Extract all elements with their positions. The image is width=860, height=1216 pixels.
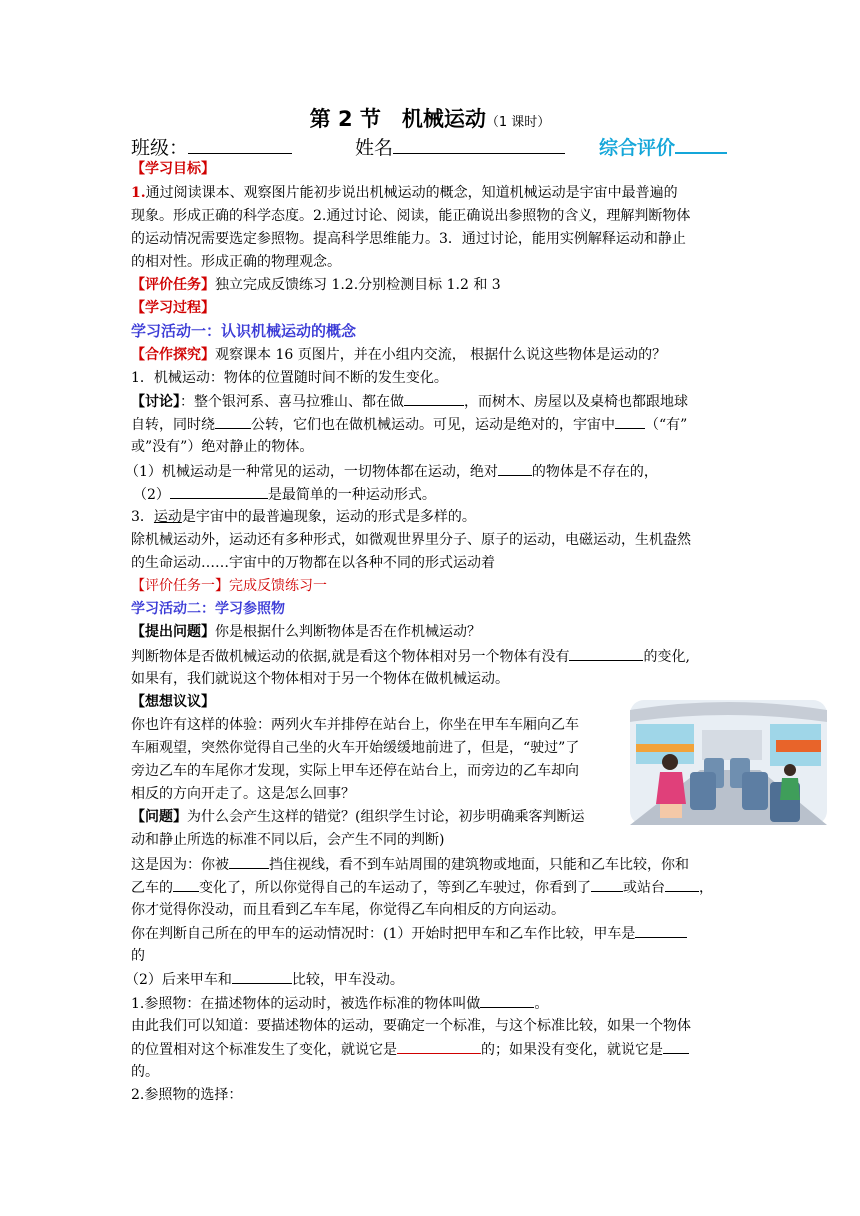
question-text-1: 为什么会产生这样的错觉？(组织学生讨论，初步明确乘客判断运 [187,809,585,825]
coop-line [131,344,666,367]
eval-task-text: 独立完成反馈练习 1.2.分别检测目标 1.2 和 3 [215,277,501,293]
discussion-text-2b: 公转，它们也在做机械运动。可见，运动是绝对的，宇宙中 [251,417,615,433]
judge-text-b: 的变化, [643,649,690,665]
name-label: 姓名 [355,137,394,159]
train-interior-illustration-icon [630,700,827,825]
question-line-2: 动和静止所选的标准不同以后，会产生不同的判断) [131,832,445,848]
point-2-text-b: 是最简单的一种运动形式。 [267,487,436,503]
blank-orbit[interactable] [215,413,251,429]
reason-line-1 [131,853,689,877]
goal-line-4: 的相对性。形成正确的物理观念。 [131,254,341,270]
reason-text-2c: 或站台 [623,880,665,896]
class-field[interactable] [131,133,292,160]
process-heading: 【学习过程】 [131,300,215,316]
point-4-line: 除机械运动外，运动还有多种形式，如微观世界里分子、原子的运动，电磁运动，生机盎然 [131,532,691,548]
reason-text-2d: ， [699,880,713,896]
know-line-1: 由此我们可以知道：要描述物体的运动，要确定一个标准，与这个标准比较，如果一个物体 [131,1018,691,1034]
point-3-underlined: 运动 [153,509,182,525]
state-text-3a: （2）后来甲车和 [125,972,232,988]
eval-label: 综合评价 [599,137,676,159]
blank-exists[interactable] [615,413,645,429]
definition-line: 1．机械运动：物体的位置随时间不断的发生变化。 [131,370,448,386]
discussion-line-2 [131,413,687,437]
blank-motion[interactable] [404,390,464,406]
judge-line-1 [131,645,690,669]
state-line-1 [131,922,687,946]
discussion-line-1 [131,390,688,414]
blank-simplest[interactable] [170,483,268,499]
title-sub: （1 课时） [485,115,551,130]
think-line-3: 旁边乙车的车尾你才发现，实际上甲车还停在站台上，而旁边的乙车却向 [131,763,579,779]
discussion-text-1a: ：整个银河系、喜马拉雅山、都在做 [180,394,404,410]
point-2-text-a: （2） [133,487,170,503]
name-field[interactable] [355,133,565,160]
goals-heading: 【学习目标】 [131,161,215,177]
state-text-1a: 你在判断自己所在的甲车的运动情况时：(1）开始时把甲车和乙车作比较，甲车是 [131,926,636,942]
state-text-3b: 比较，甲车没动。 [291,972,404,988]
state-line-3 [125,968,404,992]
discussion-heading: 【讨论】 [131,394,180,410]
blank-reference[interactable] [480,992,534,1008]
judge-text-a: 判断物体是否做机械运动的依据,就是看这个物体相对另一个物体有没有 [131,649,570,665]
goal-line-1 [131,182,678,205]
blank-compare[interactable] [232,968,292,984]
blank-moving-red[interactable] [397,1038,481,1054]
ask-heading: 【提出问题】 [131,624,215,640]
discussion-line-3: 或”没有”）绝对静止的物体。 [131,439,314,455]
reference-definition [131,992,548,1016]
reason-line-3: 你才觉得你没动，而且看到乙车车尾，你觉得乙车向相反的方向运动。 [131,902,565,918]
question-heading: 【问题】 [131,809,187,825]
think-line-4: 相反的方向开走了。这是怎么回事？ [131,786,355,802]
point-5-line: 的生命运动……宇宙中的万物都在以各种不同的形式运动着 [131,555,495,571]
think-heading: 【想想议议】 [131,694,215,710]
know-line-2 [131,1038,689,1062]
eval-task-line [131,274,501,297]
coop-text: 观察课本 16 页图片，并在小组内交流， 根据什么说这些物体是运动的？ [215,347,667,363]
point-3-text-b: 是宇宙中的最普遍现象，运动的形式是多样的。 [181,509,476,525]
eval-field[interactable] [599,133,727,160]
eval-task-heading: 【评价任务】 [131,277,215,293]
think-line-1: 你也许有这样的体验：两列火车并排停在站台上，你坐在甲车车厢向乙车 [131,717,579,733]
class-blank[interactable] [188,138,292,154]
point-2-line [133,483,436,507]
eval-blank[interactable] [675,137,727,154]
discussion-text-2c: （“有” [645,417,688,433]
blank-static[interactable] [498,460,532,476]
page-title [0,103,860,133]
reason-text-1b: 挡住视线，看不到车站周围的建筑物或地面，只能和乙车比较，你和 [269,857,689,873]
think-line-2: 车厢观望，突然你觉得自己坐的火车开始缓缓地前进了，但是，“驶过”了 [131,740,580,756]
activity-2-heading: 学习活动二：学习参照物 [131,601,285,617]
point-3-text-a: 3． [131,509,154,525]
reference-text-a: 1.参照物：在描述物体的运动时，被选作标准的物体叫做 [131,996,481,1012]
class-label: 班级： [131,137,189,159]
question-line-1 [131,806,584,829]
reason-text-2a: 乙车的 [131,880,173,896]
reference-text-b: 。 [534,996,549,1012]
discussion-text-2a: 自转，同时绕 [131,417,215,433]
reason-text-1a: 这是因为：你被 [131,857,229,873]
ask-line [131,621,481,644]
blank-moving[interactable] [635,922,687,938]
state-line-2: 的 [131,948,145,964]
name-blank[interactable] [393,138,565,154]
blank-position[interactable] [569,645,643,661]
ask-text: 你是根据什么判断物体是否在作机械运动？ [215,624,481,640]
blank-platform[interactable] [665,876,699,892]
coop-heading: 【合作探究】 [131,347,215,363]
goal-line-3: 的运动情况需要选定参照物。提高科学思维能力。3．通过讨论，能用实例解释运动和静止 [131,231,686,247]
blank-see[interactable] [591,876,623,892]
discussion-text-1b: ，而树木、房屋以及桌椅也都跟地球 [464,394,688,410]
goal-line-2: 现象。形成正确的科学态度。2.通过讨论、阅读，能正确说出参照物的含义，理解判断物体 [131,208,691,224]
know-text-2b: 的；如果没有变化，就说它是 [481,1042,663,1058]
reference-choice-heading: 2.参照物的选择： [131,1087,243,1103]
title-main: 第 2 节 机械运动 [309,107,486,131]
point-3-line [131,506,476,529]
point-1-text-a: （1）机械运动是一种常见的运动，一切物体都在运动，绝对 [125,464,498,480]
goal-number: 1. [131,185,146,201]
blank-block[interactable] [229,853,269,869]
point-1-text-b: 的物体是不存在的， [531,464,658,480]
blank-still[interactable] [663,1038,689,1054]
judge-line-2: 如果有，我们就说这个物体相对于另一个物体在做机械运动。 [131,671,509,687]
reason-line-2 [131,876,713,900]
activity-1-heading: 学习活动一：认识机械运动的概念 [131,322,357,340]
point-1-line [125,460,658,484]
blank-relative[interactable] [173,876,199,892]
know-line-3: 的。 [131,1064,159,1080]
goal-text-1: 通过阅读课本、观察图片能初步说出机械运动的概念，知道机械运动是宇宙中最普遍的 [145,185,678,201]
eval-task-1: 【评价任务一】完成反馈练习一 [131,578,327,594]
know-text-2a: 的位置相对这个标准发生了变化，就说它是 [131,1042,397,1058]
reason-text-2b: 变化了，所以你觉得自己的车运动了，等到乙车驶过，你看到了 [199,880,591,896]
